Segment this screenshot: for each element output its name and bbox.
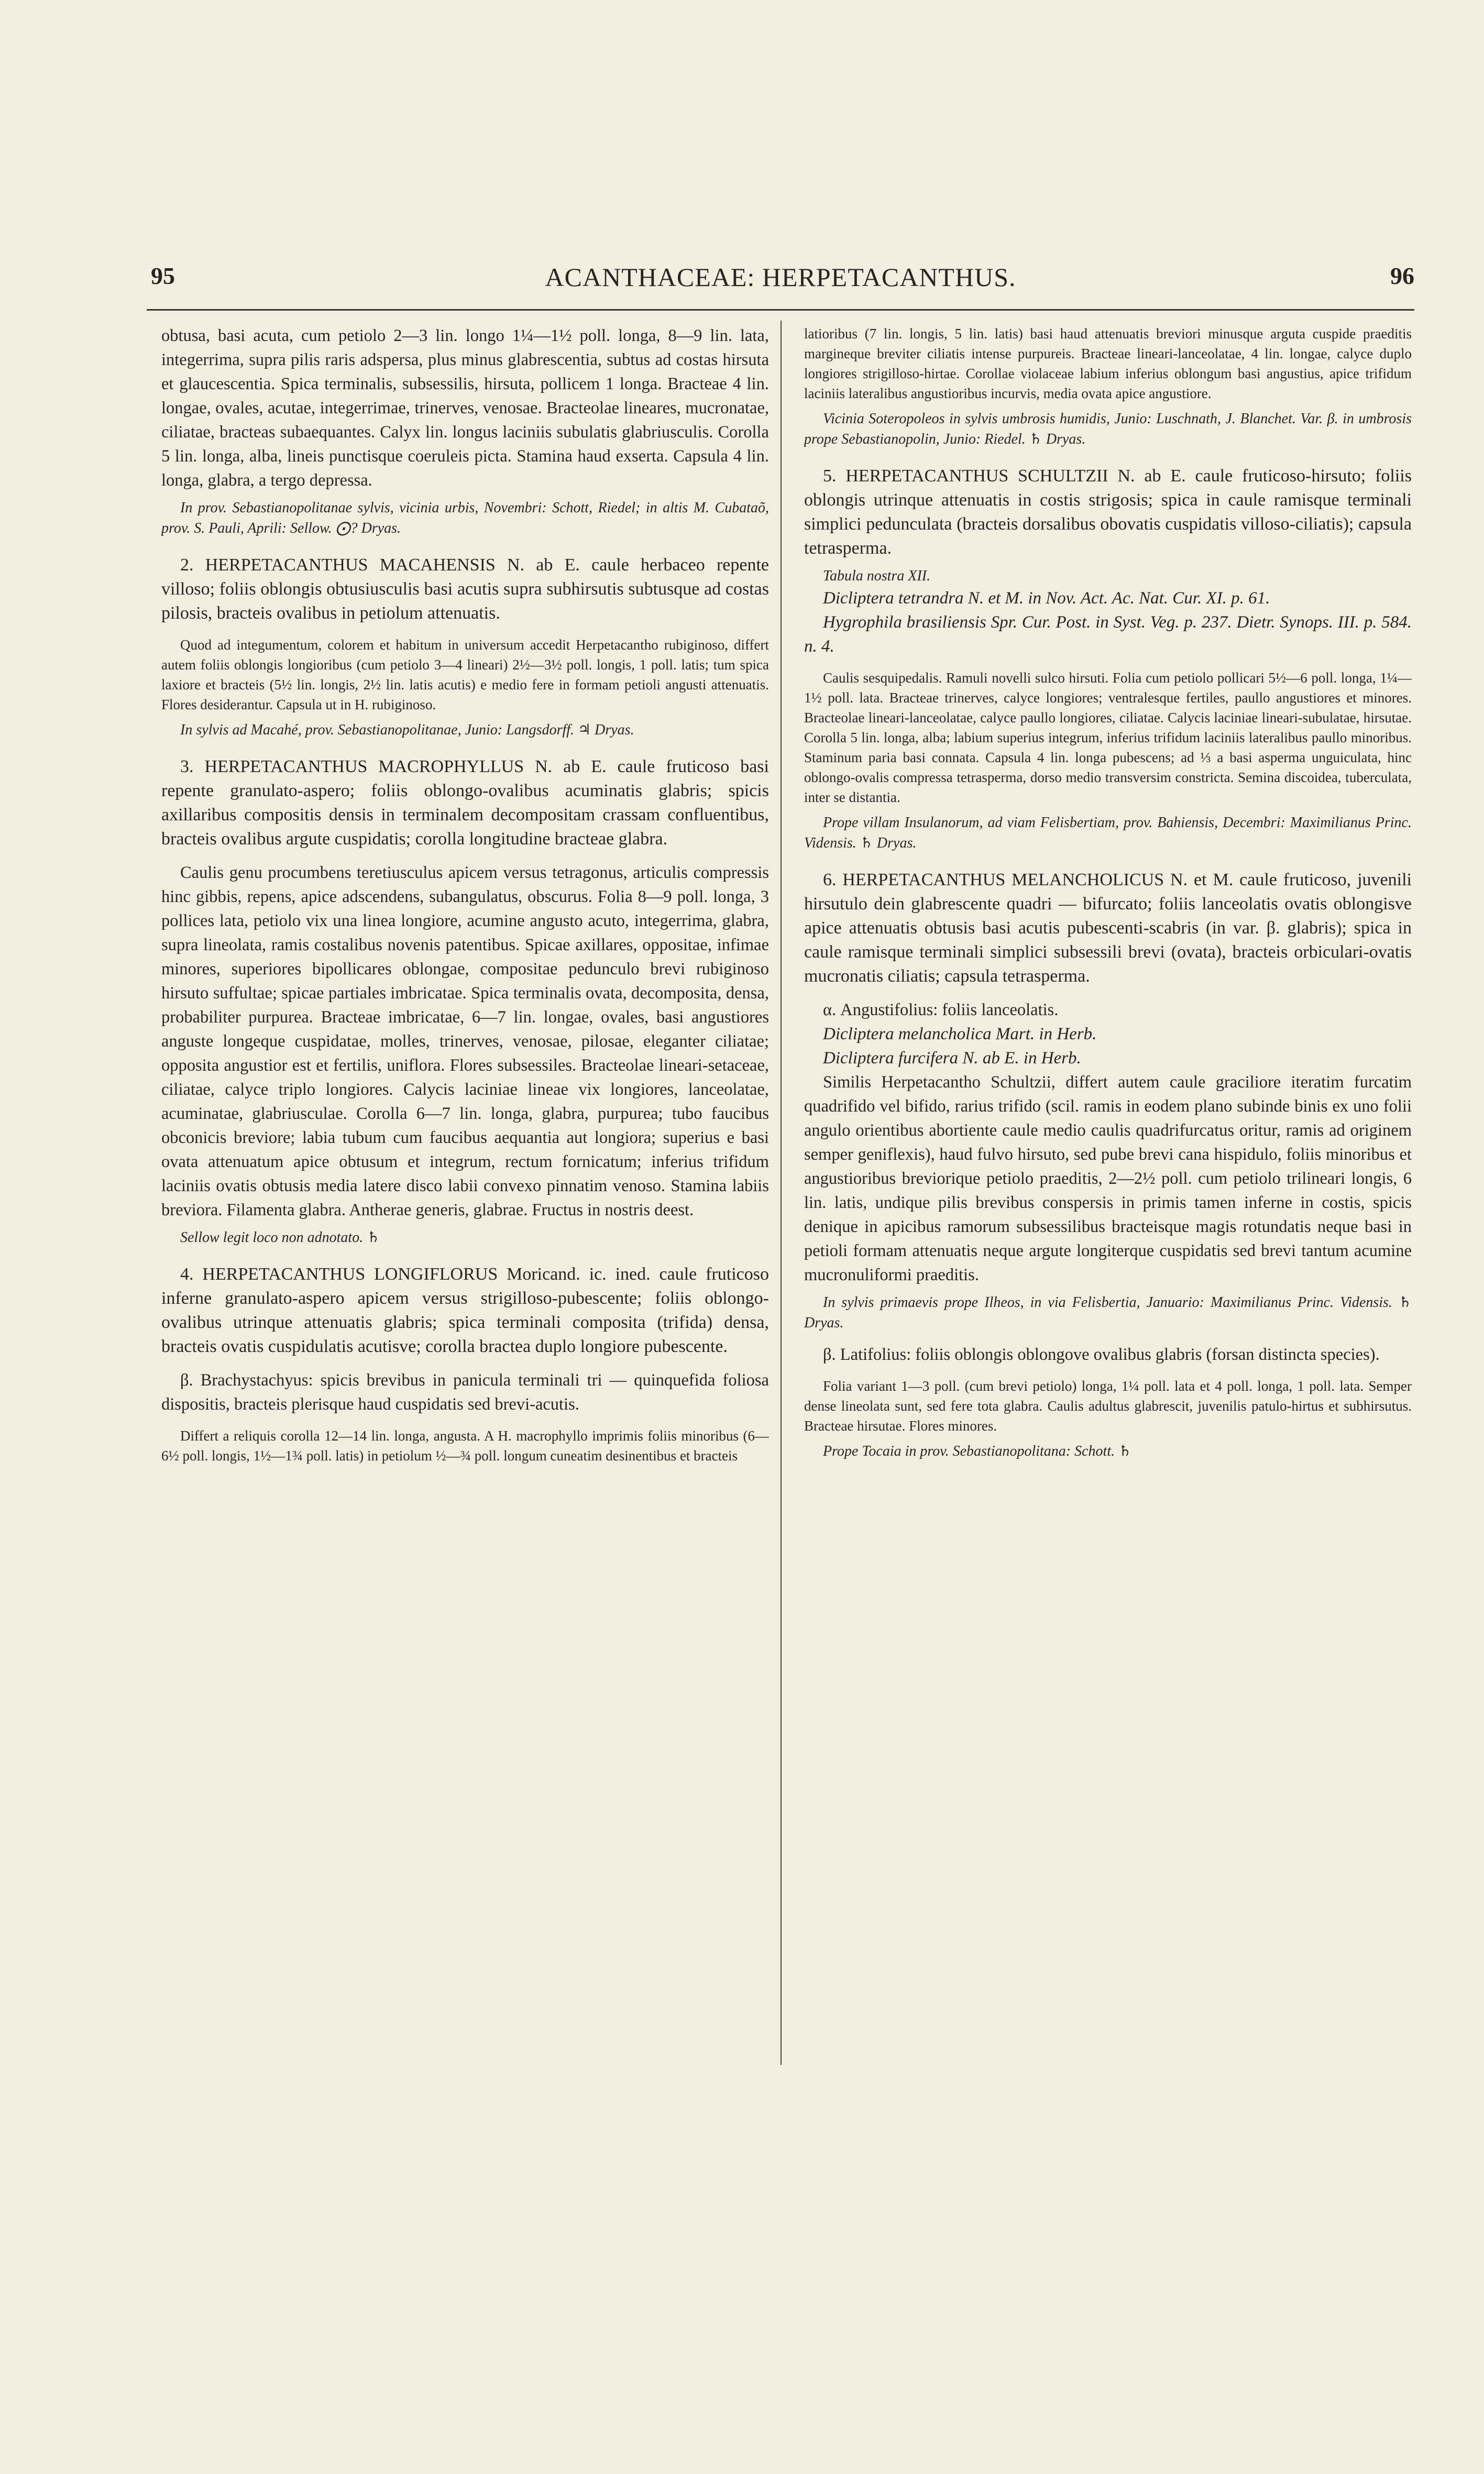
species-4-note: Differt a reliquis corolla 12—14 lin. longa, angusta. A H. macrophyllo imprimis foliis minoribus (6—6½ poll. longis, 1½—1¾ poll. latis) in petiolum ½—¾ poll. longum cuneatim desinentibus et bracteis [161, 1428, 769, 1464]
species-3-description: Caulis genu procumbens teretiusculus apicem versus tetragonus, articulis compressis hinc gibbis, repens, apice adscendens, subangulatus, obscurus. Folia 8—9 poll. longa, 3 pollices lata, petiolo vix una linea longiore, acumine angusto acuto, integerrima, glabra, supra lineolata, ramis costalibus novenis patentibus. Spicae axillares, oppositae, infimae minores, superiores bipollicares oblongae, compositae pedunculo brevi rubiginoso hirsuto suffultae; spicae partiales imbricatae. Spica terminalis ovata, decomposita, densa, probabiliter purpurea. Bracteae imbricatae, 6—7 lin. longae, ovales, basi angustiores anguste longeque cuspidatae, molles, trinerves, venosae, pilosae, eleganter ciliatae; opposita angustior est et fertilis, uniflora. Flores subsessiles. Bracteolae lineari-setaceae, ciliatae, calyce triplo longiores. Calycis laciniae lineae vix longiores, lanceolatae, acuminatae, glabriusculae. Corolla 6—7 lin. longa, glabra, purpurea; tubo faucibus obconicis breviore; labia tubum cum faucibus aequantia aut longiora; superius e basi ovata attenuatum apice obtusum et integrum, rectum fornicatum; inferius trifidum laciniis ovatis obtusis media latere disco labii convexo pinnatim venoso. Stamina labiis breviora. Filamenta glabra. Antherae generis, glabrae. Fructus in nostris deest. [161, 863, 769, 1219]
plate-reference: Tabula nostra XII. [823, 568, 931, 584]
species-5-diagnosis: 5. HERPETACANTHUS SCHULTZII N. ab E. caule fruticoso-hirsuto; foliis oblongis utrinque attenuatis in costis strigosis; spica in caule ramisque terminali simplici pedunculata (bracteis dorsalibus obovatis cuspidatis villoso-ciliatis); capsula tetrasperma. [804, 466, 1412, 558]
right-column [804, 324, 1412, 2063]
synonym-3: Dicliptera melancholica Mart. in Herb. [823, 1025, 1097, 1043]
header-rule [147, 309, 1414, 311]
synonym-4: Dicliptera furcifera N. ab E. in Herb. [823, 1049, 1081, 1068]
species-4-diagnosis: 4. HERPETACANTHUS LONGIFLORUS Moricand. ic. ined. caule fruticoso inferne granulato-aspero apicem versus strigilloso-pubescente; foliis oblongo-ovalibus utrinque attenuatis glabris; spica terminali composita (trifida) densa, bracteis ovatis cuspidulatis acutisve; corolla bractea duplo longiore pubescente. [161, 1265, 769, 1356]
running-title: ACANTHACEAE: HERPETACANTHUS. [545, 262, 1016, 292]
paragraph-continued-right: latioribus (7 lin. longis, 5 lin. latis) basi haud attenuatis breviori minusque arguta cuspide praeditis margineque breviter ciliatis intense purpureis. Bracteae lineari-lanceolatae, 4 lin. longae, calyce duplo longiores strigilloso-hirtae. Corollae violaceae labium inferius oblongum basi angustius, apice trifidum laciniis lateralibus angustioribus incurvis, media ovata apice angustiore. [804, 326, 1412, 401]
species-6-description: Similis Herpetacantho Schultzii, differt autem caule graciliore iteratim furcatim quadrifido vel bifido, rarius trifido (scil. ramis in eodem plano subinde binis ex uno folii angulo orientibus abortiente caule medio caulis quadrifurcatus oritur, ramis ad originem semper geniflexis), haud fulvo hirsuto, sed pube brevi cana hispidulo, foliis minoribus et angustioribus breviorique petiolo praeditis, 2—2½ poll. cum petiolo trilineari longis, 6 lin. latis, undique pilis brevibus conspersis in primis tamen inferne in costis, spicis denique in apicibus ramorum subsessilibus bracteisque magis rotundatis neque basi in petioli formam attenuatis neque argute longiterque cuspidatis sed brevi tantum acumine mucronuliformi praeditis. [804, 1073, 1412, 1284]
species-6-locality: In sylvis primaevis prope Ilheos, in via Felisbertia, Januario: Maximilianus Princ. Vidensis. ♄ Dryas. [804, 1294, 1412, 1331]
locality-note: In prov. Sebastianopolitanae sylvis, vicinia urbis, Novembri: Schott, Riedel; in altis M. Cubataõ, prov. S. Pauli, Aprili: Sellow. ⨀? Dryas. [161, 500, 769, 536]
left-column [161, 324, 769, 2063]
species-6-variety-beta: β. Latifolius: foliis oblongis oblongove ovalibus glabris (forsan distincta species). [823, 1345, 1380, 1364]
species-2-note: Quod ad integumentum, colorem et habitum in universum accedit Herpetacantho rubiginoso, differt autem foliis oblongis longioribus (cum petiolo 3—4 lineari) 2½—3½ poll. longis, 1 poll. latis; tum spica laxiore et bracteis (5½ lin. longis, 2½ lin. latis acutis) e medio fere in formam petioli angusti attenuatis. Flores desiderantur. Capsula ut in H. rubiginoso. [161, 637, 769, 712]
species-6-beta-locality: Prope Tocaia in prov. Sebastianopolitana: Schott. ♄ [823, 1443, 1132, 1459]
species-3-locality: Sellow legit loco non adnotato. ♄ [180, 1229, 380, 1246]
column-divider [781, 321, 782, 2065]
paragraph-continued: obtusa, basi acuta, cum petiolo 2—3 lin. longo 1¼—1½ poll. longa, 8—9 lin. lata, integerrima, supra pilis raris adspersa, plus minus glabrescentia, subtus ad costas hirsuta et glaucescentia. Spica terminalis, subsessilis, hirsuta, pollicem 1 longa. Bracteae 4 lin. longae, ovales, acutae, integerrimae, trinerves, venosae. Bracteolae lineares, mucronatae, ciliatae, bracteas subaequantes. Calyx lin. longus laciniis subulatis glabriusculis. Corolla 5 lin. longa, alba, lineis punctisque coeruleis picta. Stamina haud exserta. Capsula 4 lin. longa, glabra, a tergo depressa. [161, 326, 769, 490]
synonym-1: Dicliptera tetrandra N. et M. in Nov. Act. Ac. Nat. Cur. XI. p. 61. [823, 589, 1270, 608]
species-5-locality: Prope villam Insulanorum, ad viam Felisbertiam, prov. Bahiensis, Decembri: Maximilianus Princ. Vidensis. ♄ Dryas. [804, 815, 1412, 851]
species-4-variety: β. Brachystachyus: spicis brevibus in panicula terminali tri — quinquefida foliosa dispositis, bracteis plerisque haud cuspidatis sed brevi-acutis. [161, 1371, 769, 1414]
species-6-diagnosis: 6. HERPETACANTHUS MELANCHOLICUS N. et M. caule fruticoso, juvenili hirsutulo dein glabrescente quadri — bifurcato; foliis lanceolatis ovatis oblongisve apice attenuatis obtusis basi acutis pubescenti-scabris (in var. β. glabris); spica in caule ramisque terminali simplici subsessili brevi (ovata), bracteis orbiculari-ovatis mucronatis ciliatis; capsula tetrasperma. [804, 870, 1412, 986]
species-6-variety-alpha: α. Angustifolius: foliis lanceolatis. [823, 1000, 1059, 1019]
species-4-locality: Vicinia Soteropoleos in sylvis umbrosis humidis, Junio: Luschnath, J. Blanchet. Var. β. in umbrosis prope Sebastianopolin, Junio: Riedel. ♄ Dryas. [804, 411, 1412, 447]
species-2-diagnosis: 2. HERPETACANTHUS MACAHENSIS N. ab E. caule herbaceo repente villoso; foliis oblongis obtusiusculis basi acutis supra subhirsutis subtusque ad costas pilosis, bracteis ovalibus in petiolum attenuatis. [161, 555, 769, 623]
species-5-description: Caulis sesquipedalis. Ramuli novelli sulco hirsuti. Folia cum petiolo pollicari 5½—6 poll. longa, 1¼—1½ poll. lata. Bracteae trinerves, calyce longiores; ventralesque fertiles, paullo angustiores et minores. Bracteolae lineari-lanceolatae, calyce paullo longiores, ciliatae. Calycis laciniae lineari-subulatae, hirsutae. Corolla 5 lin. longa, alba; labium superius integrum, inferius trifidum laciniis lateralibus paullo minoribus. Staminum paria basi connata. Capsula 4 lin. longa pubescens; ad ⅓ a basi asperma unguiculata, hinc oblongo-ovalis compressa tetrasperma, dorso medio transversim constricta. Semina discoidea, tuberculata, inter se distantia. [804, 670, 1412, 805]
page-number-right: 96 [1390, 262, 1414, 289]
species-6-beta-note: Folia variant 1—3 poll. (cum brevi petiolo) longa, 1¼ poll. lata et 4 poll. longa, 1 poll. lata. Semper dense lineolata sunt, sed fere tota glabra. Caulis adultus glabrescit, juvenilis patulo-hirtus et subhirsutus. Bracteae hirsutae. Flores minores. [804, 1378, 1412, 1434]
page-header [147, 262, 1414, 304]
species-3-diagnosis: 3. HERPETACANTHUS MACROPHYLLUS N. ab E. caule fruticoso basi repente granulato-aspero; foliis oblongo-ovalibus acuminatis glabris; spicis axillaribus compositis densis in terminalem decompositam crassam confluentibus, bracteis ovalibus argute cuspidatis; corolla longitudine bracteae glabra. [161, 757, 769, 849]
species-2-locality: In sylvis ad Macahé, prov. Sebastianopolitanae, Junio: Langsdorff. ♃ Dryas. [180, 722, 634, 738]
page-number-left: 95 [151, 262, 175, 289]
synonym-2: Hygrophila brasiliensis Spr. Cur. Post. in Syst. Veg. p. 237. Dietr. Synops. III. p. 584. n. 4. [804, 613, 1412, 656]
